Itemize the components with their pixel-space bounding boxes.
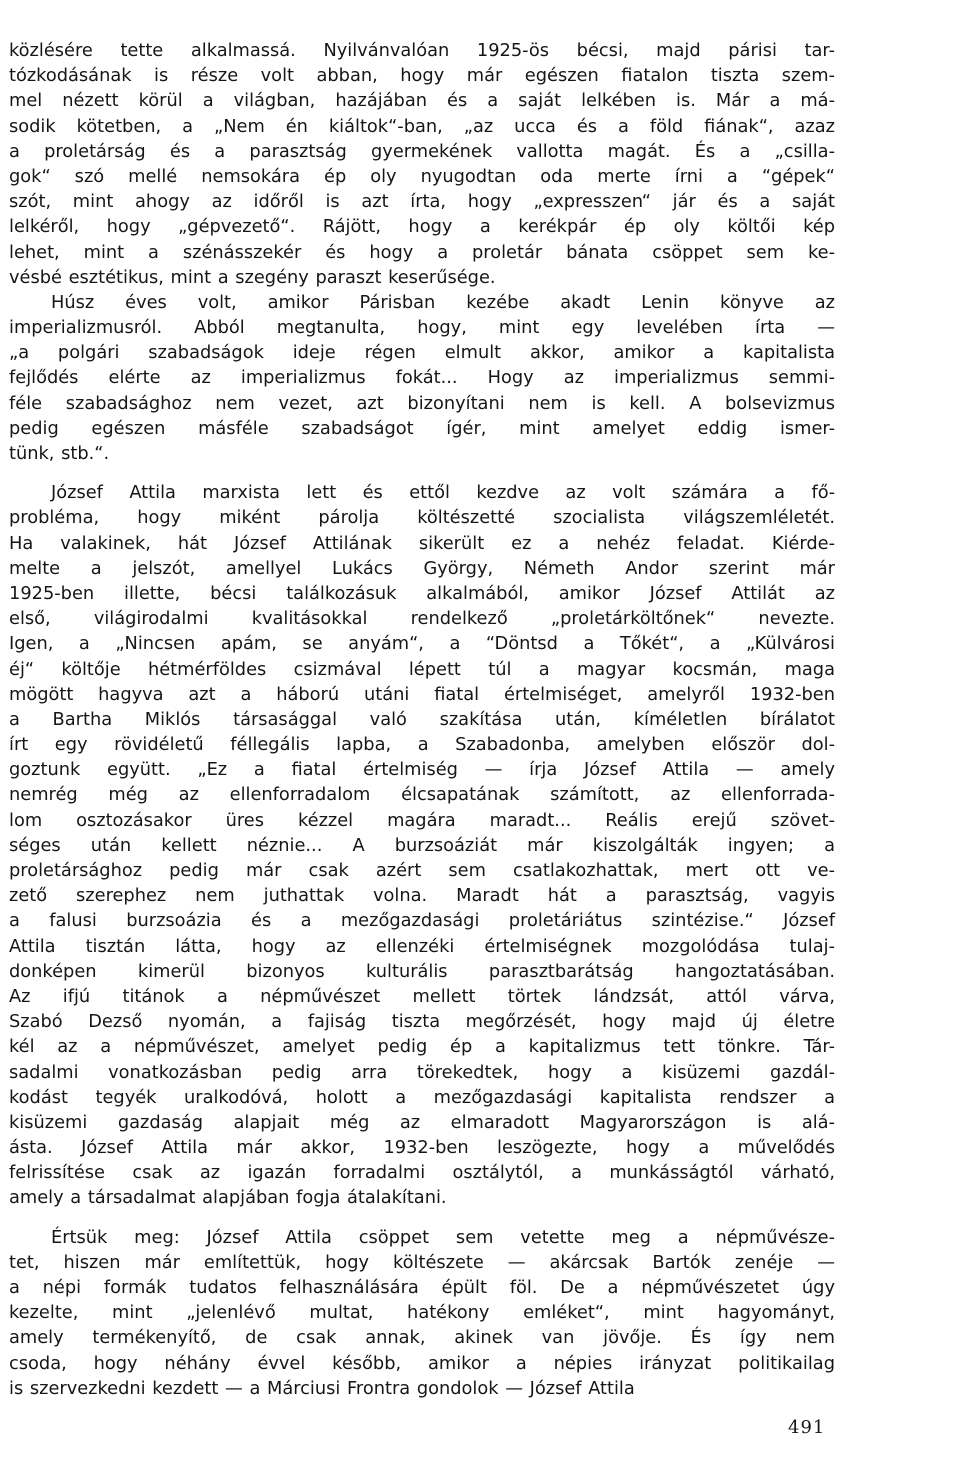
paragraph bbox=[9, 290, 835, 466]
text-line: kezelte, mint „jelenlévő multat, hatékony emléket“, mint hagyományt, bbox=[9, 1302, 835, 1324]
text-line: mögött hagyva azt a háború utáni fiatal értelmiséget, amelyről 1932-ben bbox=[9, 683, 835, 705]
text-line: írt egy rövidéletű féllegális lapba, a Szabadonba, amelyben először dol- bbox=[9, 734, 835, 756]
text-line: felrissítése csak az igazán forradalmi osztálytól, a munkásságtól várható, bbox=[9, 1162, 835, 1184]
text-line: Szabó Dezső nyomán, a fajiság tiszta megőrzését, hogy majd új életre bbox=[9, 1011, 835, 1033]
text-line: a falusi burzsoázia és a mezőgazdasági proletáriátus szintézise.“ József bbox=[9, 910, 835, 932]
text-line: melte a jelszót, amellyel Lukács György, Németh Andor szerint már bbox=[9, 557, 835, 579]
text-line: ásta. József Attila már akkor, 1932-ben leszögezte, hogy a művelődés bbox=[9, 1137, 835, 1159]
text-line: kél az a népművészet, amelyet pedig ép a kapitalizmus tett tönkre. Tár- bbox=[9, 1036, 835, 1058]
text-line: „a polgári szabadságok ideje régen elmult akkor, amikor a kapitalista bbox=[9, 342, 835, 364]
text-line: kisüzemi gazdaság alapjait még az elmaradott Magyarországon is alá- bbox=[9, 1111, 835, 1133]
page-number: 491 bbox=[788, 1417, 826, 1438]
text-line: goztunk együtt. „Ez a fiatal értelmiség — írja József Attila — amely bbox=[9, 759, 835, 781]
text-line: a Bartha Miklós társasággal való szakítása után, kíméletlen bírálatot bbox=[9, 708, 835, 730]
text-line: közlésére tette alkalmassá. Nyilvánvalóan 1925-ös bécsi, majd párisi tar- bbox=[9, 40, 835, 61]
text-line: lehet, mint a szénásszekér és hogy a proletár bánata csöppet sem ke- bbox=[9, 241, 835, 263]
text-line: féle szabadsághoz nem vezet, azt bizonyítani nem is kell. A bolsevizmus bbox=[9, 392, 835, 414]
text-line: Az ifjú titánok a népművészet mellett törtek lándzsát, attól várva, bbox=[9, 985, 835, 1007]
body-text bbox=[9, 38, 835, 1401]
text-line: tózkodásának is része volt abban, hogy már egészen fiatalon tiszta szem- bbox=[9, 65, 835, 87]
text-line: 1925-ben illette, bécsi találkozásuk alkalmából, amikor József Attilát az bbox=[9, 582, 835, 604]
text-line: fejlődés elérte az imperializmus fokát... Hogy az imperializmus semmi- bbox=[9, 367, 835, 389]
text-line: tünk, stb.“. bbox=[9, 443, 110, 464]
text-line: tet, hiszen már említettük, hogy költészete — akárcsak Bartók zenéje — bbox=[9, 1251, 835, 1273]
text-line: proletársághoz pedig már csak azért sem csatlakozhattak, mert ott ve- bbox=[9, 860, 835, 881]
text-line: kodást tegyék uralkodóvá, holott a mezőgazdasági kapitalista rendszer a bbox=[9, 1086, 835, 1108]
text-line: első, világirodalmi kvalitásokkal rendelkező „proletárköltőnek“ nevezte. bbox=[9, 608, 835, 630]
text-line: Attila tisztán látta, hogy az ellenzéki értelmiségnek mozgolódása tulaj- bbox=[9, 935, 835, 957]
text-line: Húsz éves volt, amikor Párisban kezébe akadt Lenin könyve az bbox=[51, 291, 835, 313]
text-line: sodik kötetben, a „Nem én kiáltok“-ban, „az ucca és a föld fiának“, azaz bbox=[9, 115, 835, 137]
paragraph bbox=[9, 1225, 835, 1401]
text-line: József Attila marxista lett és ettől kezdve az volt számára a fő- bbox=[51, 482, 835, 504]
text-line: amely a társadalmat alapjában fogja átalakítani. bbox=[9, 1187, 447, 1209]
paragraph-gap bbox=[9, 1211, 835, 1225]
text-line: is szervezkedni kezdett — a Márciusi Frontra gondolok — József Attila bbox=[9, 1377, 635, 1399]
text-line: sadalmi vonatkozásban pedig arra törekedtek, hogy a kisüzemi gazdál- bbox=[9, 1061, 835, 1083]
paragraph bbox=[9, 38, 835, 290]
text-line: éj“ költője hétmérföldes csizmával lépett túl a magyar kocsmán, maga bbox=[9, 658, 835, 680]
text-line: vésbé esztétikus, mint a szegény paraszt keserűsége. bbox=[9, 266, 496, 288]
text-line: amely termékenyítő, de csak annak, akinek van jövője. És így nem bbox=[9, 1327, 835, 1349]
text-line: szót, mint ahogy az időről is azt írta, hogy „expresszen“ jár és a saját bbox=[9, 191, 835, 213]
text-line: a proletárság és a parasztság gyermekének vallotta magát. És a „csilla- bbox=[9, 140, 835, 162]
text-line: a népi formák tudatos felhasználására épült föl. De a népművészetet úgy bbox=[9, 1277, 835, 1298]
text-line: donképen kimerül bizonyos kulturális parasztbarátság hangoztatásában. bbox=[9, 960, 835, 982]
text-line: csoda, hogy néhány évvel később, amikor a népies irányzat politikailag bbox=[9, 1352, 835, 1374]
text-line: pedig egészen másféle szabadságot ígér, mint amelyet eddig ismer- bbox=[9, 417, 835, 439]
text-line: lelkéről, hogy „gépvezető“. Rájött, hogy a kerékpár ép oly költői kép bbox=[9, 216, 835, 238]
paragraph-gap bbox=[9, 466, 835, 480]
text-line: probléma, hogy miként párolja költészetté szocialista világszemléletét. bbox=[9, 507, 835, 529]
text-line: Igen, a „Nincsen apám, se anyám“, a “Döntsd a Tőkét“, a „Külvárosi bbox=[9, 633, 835, 655]
text-line: mel nézett körül a világban, hazájában és a saját lelkében is. Már a má- bbox=[9, 90, 835, 112]
text-line: Értsük meg: József Attila csöppet sem vetette meg a népművésze- bbox=[51, 1226, 835, 1248]
text-line: nemrég még az ellenforradalom élcsapatának számított, az ellenforrada- bbox=[9, 784, 835, 806]
text-line: gok“ szó mellé nemsokára ép oly nyugodtan oda merte írni a “gépek“ bbox=[9, 165, 835, 187]
text-line: Ha valakinek, hát József Attilának sikerült ez a nehéz feladat. Kiérde- bbox=[9, 532, 835, 554]
text-line: séges után kellett néznie... A burzsoáziát már kiszolgálták ingyen; a bbox=[9, 834, 835, 856]
text-line: zető szerephez nem juthattak volna. Maradt hát a parasztság, vagyis bbox=[9, 885, 835, 907]
paragraph bbox=[9, 480, 835, 1210]
text-line: lom osztozásakor üres kézzel magára maradt... Reális erejű szövet- bbox=[9, 809, 835, 831]
text-line: imperializmusról. Abból megtanulta, hogy, mint egy levelében írta — bbox=[9, 317, 835, 339]
